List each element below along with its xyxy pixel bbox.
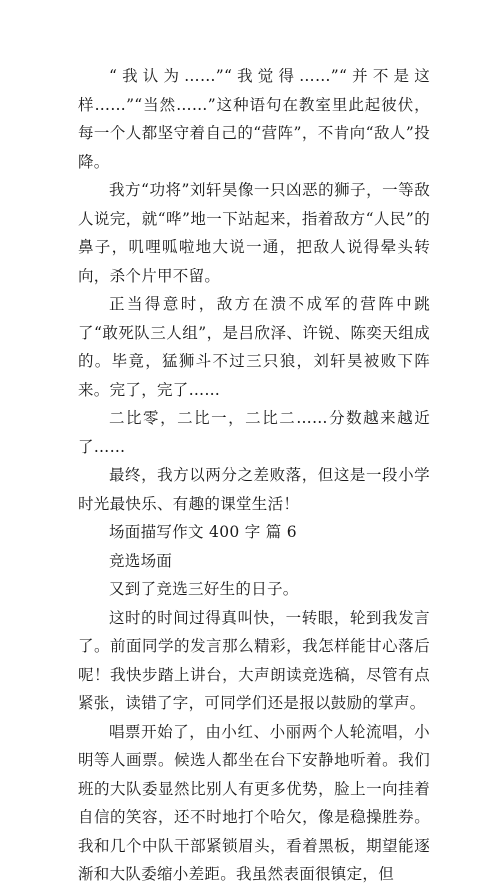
paragraph-debate-quotes: “我认为……”“我觉得……”“并不是这样……”“当然……”这种语句在教室里此起彼伏，每一个人都坚守着自己的“营阵”，不肯向“敌人”投降。 bbox=[78, 67, 430, 171]
paragraph-speech: 这时的时间过得真叫快，一转眼，轮到我发言了。前面同学的发言那么精彩，我怎样能甘心落后呢！我快步踏上讲台，大声朗读竞选稿，尽管有点紧张，读错了字，可同学们还是报以鼓励的掌声。 bbox=[78, 608, 430, 712]
paragraph-dare-squad: 正当得意时，敌方在溃不成军的营阵中跳了“敢死队三人组”，是吕欣泽、许锐、陈奕天组成的。毕竟，猛狮斗不过三只狼，刘轩昊被败下阵来。完了，完了…… bbox=[78, 295, 430, 399]
paragraph-lion: 我方“功将”刘轩昊像一只凶恶的狮子，一等敌人说完，就“哗”地一下站起来，指着敌方“人民”的鼻子，叽哩呱啦地大说一通，把敌人说得晕头转向，杀个片甲不留。 bbox=[78, 181, 430, 285]
section-subtitle: 竞选场面 bbox=[109, 551, 173, 570]
section-heading: 场面描写作文 400 字 篇 6 bbox=[109, 523, 297, 541]
document-body bbox=[78, 62, 430, 889]
paragraph-conclusion: 最终，我方以两分之差败落，但这是一段小学时光最快乐、有趣的课堂生活！ bbox=[78, 466, 430, 513]
paragraph-score: 二比零，二比一，二比二……分数越来越近了…… bbox=[78, 409, 430, 456]
paragraph-election-intro: 又到了竞选三好生的日子。 bbox=[109, 580, 299, 598]
paragraph-vote-count: 唱票开始了，由小红、小丽两个人轮流唱，小明等人画票。候选人都坐在台下安静地听着。我们班的大队委显然比别人有更多优势，脸上一向挂着自信的笑容，还不时地打个哈欠，像是稳操胜券。我和几个中队干部紧锁眉头，看着黑板，期望能逐渐和大队委缩小差距。我虽然表面很镇定，但 bbox=[78, 722, 430, 883]
